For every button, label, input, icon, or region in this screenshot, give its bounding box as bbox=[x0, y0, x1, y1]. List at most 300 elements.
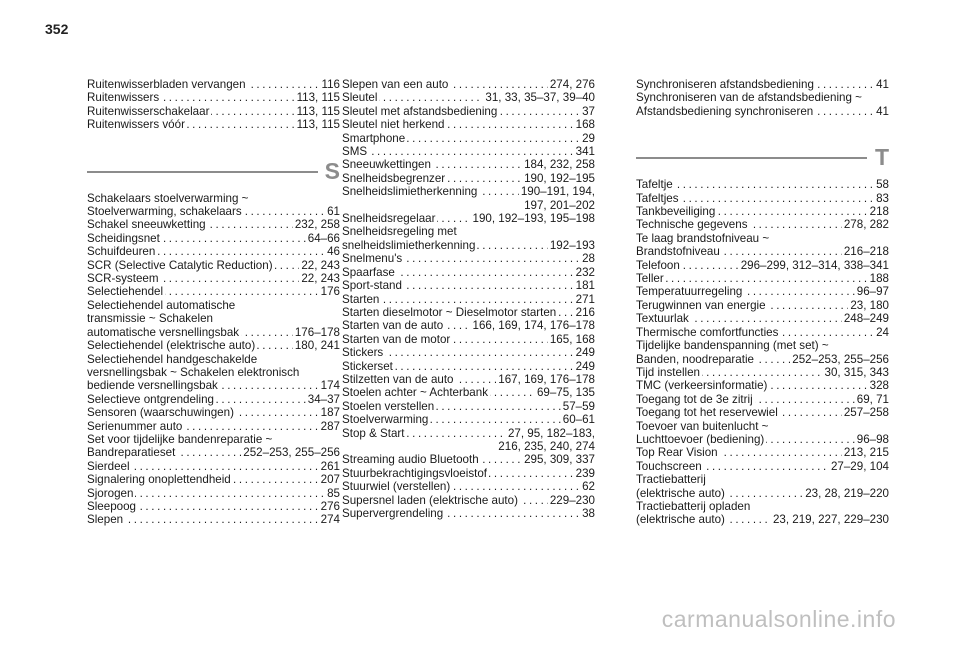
index-entry bbox=[87, 339, 340, 352]
entry-term: Sjorogen bbox=[87, 486, 134, 500]
entry-pages: 274 bbox=[320, 513, 340, 527]
entry-term: Sensoren (waarschuwingen) bbox=[87, 406, 234, 420]
entry-text-line: Tractiebatterij opladen bbox=[636, 499, 751, 513]
entry-pages: 174 bbox=[320, 379, 340, 393]
entry-pages: 113, 115 bbox=[296, 104, 340, 118]
entry-term: Sleutel niet herkend bbox=[342, 118, 445, 132]
entry-leader-line bbox=[342, 480, 595, 493]
entry-term: Tafeltjes bbox=[636, 191, 679, 205]
index-entry bbox=[87, 513, 340, 526]
index-entry bbox=[342, 293, 595, 306]
entry-term: SMS bbox=[342, 145, 368, 159]
entry-term: Supervergrendeling bbox=[342, 507, 444, 520]
entry-pages: 64–66 bbox=[307, 231, 340, 245]
page-number: 352 bbox=[45, 21, 69, 37]
index-entry bbox=[87, 353, 340, 393]
watermark: carmanualsonline.info bbox=[661, 606, 896, 632]
entry-leader-line bbox=[87, 285, 340, 298]
entry-pages-continued: 197, 201–202 bbox=[524, 198, 595, 212]
entry-term: Stoelverwarming bbox=[342, 413, 429, 427]
entry-leader-line bbox=[87, 446, 340, 459]
index-entry bbox=[636, 272, 889, 285]
entry-leader-line bbox=[342, 306, 595, 319]
index-entry bbox=[87, 232, 340, 245]
entry-pages: 271 bbox=[575, 292, 595, 306]
entry-text-line: Synchroniseren van de afstandsbediening ~ bbox=[636, 91, 862, 105]
entry-leader-line bbox=[342, 172, 595, 185]
index-entry bbox=[87, 299, 340, 339]
entry-leader-line bbox=[342, 266, 595, 279]
entry-pages: 232, 258 bbox=[294, 218, 340, 232]
entry-term: Bandreparatieset bbox=[87, 446, 176, 460]
index-entry bbox=[342, 105, 595, 118]
index-entry bbox=[636, 446, 889, 459]
entry-leader-line bbox=[342, 453, 595, 466]
entry-term: Ruitenwissers vóór bbox=[87, 118, 185, 132]
entry-pages: 57–59 bbox=[562, 399, 595, 413]
entry-pages: 58 bbox=[876, 178, 889, 192]
entry-leader-line bbox=[636, 178, 889, 191]
index-entry bbox=[342, 494, 595, 507]
entry-term: Supersnel laden (elektrische auto) bbox=[342, 493, 518, 507]
entry-leader-line bbox=[342, 319, 595, 332]
entry-pages: 31, 33, 35–37, 39–40 bbox=[485, 91, 595, 105]
entry-term: Ruitenwisserschakelaar bbox=[87, 104, 210, 118]
entry-pages: 166, 169, 174, 176–178 bbox=[472, 319, 595, 333]
entry-term: Tafeltje bbox=[636, 178, 673, 192]
entry-pages: 113, 115 bbox=[296, 118, 340, 132]
entry-leader-line bbox=[342, 105, 595, 118]
index-entry bbox=[342, 346, 595, 359]
index-entry bbox=[636, 178, 889, 191]
entry-pages: 46 bbox=[327, 245, 340, 259]
entry-pages: 116 bbox=[321, 78, 340, 91]
entry-term: Ruitenwisserbladen vervangen bbox=[87, 78, 246, 91]
entry-text-line: Selectiehendel automatische bbox=[87, 298, 236, 312]
index-entry bbox=[342, 212, 595, 225]
entry-term: Toegang tot de 3e zitrij bbox=[636, 392, 753, 406]
section-header-s bbox=[87, 156, 340, 186]
entry-leader-line bbox=[342, 91, 595, 104]
entry-term: Starten bbox=[342, 292, 380, 306]
entry-leader-line bbox=[342, 293, 595, 306]
entry-leader-line bbox=[342, 427, 595, 440]
entry-leader-line bbox=[342, 132, 595, 145]
entry-pages: 176 bbox=[320, 285, 340, 299]
entry-pages: 249 bbox=[575, 346, 595, 360]
entry-pages: 69–75, 135 bbox=[536, 386, 595, 400]
entry-pages: 96–97 bbox=[856, 285, 889, 299]
entry-term: Schakel sneeuwketting bbox=[87, 218, 206, 232]
entry-leader-line bbox=[342, 494, 595, 507]
entry-term: Teller bbox=[636, 272, 664, 286]
entry-leader-line bbox=[87, 91, 340, 104]
entry-text-line: Tijdelijke bandenspanning (met set) ~ bbox=[636, 339, 829, 353]
entry-pages: 37 bbox=[582, 104, 595, 118]
entry-text-line: Toevoer van buitenlucht ~ bbox=[636, 419, 769, 433]
entry-pages: 188 bbox=[869, 272, 889, 286]
entry-pages-continued: 216, 235, 240, 274 bbox=[498, 439, 595, 453]
index-entry bbox=[87, 285, 340, 298]
entry-term: Slepen van een auto bbox=[342, 78, 449, 91]
entry-pages: 218 bbox=[869, 205, 889, 219]
index-entry bbox=[636, 192, 889, 205]
index-entry bbox=[342, 319, 595, 332]
entry-term: Banden, noodreparatie bbox=[636, 352, 754, 366]
entry-leader-line bbox=[342, 346, 595, 359]
entry-leader-line bbox=[87, 339, 340, 352]
index-entry bbox=[342, 360, 595, 373]
index-entry bbox=[342, 172, 595, 185]
entry-leader-line bbox=[87, 487, 340, 500]
index-entry bbox=[636, 91, 889, 118]
entry-term: Technische gegevens bbox=[636, 218, 748, 232]
entry-leader-line bbox=[342, 360, 595, 373]
entry-term: snelheidslimietherkenning bbox=[342, 238, 476, 252]
entry-term: Brandstofniveau bbox=[636, 245, 720, 259]
entry-term: Sleutel met afstandsbediening bbox=[342, 104, 498, 118]
entry-leader-line bbox=[87, 379, 340, 392]
entry-term: Afstandsbediening synchroniseren bbox=[636, 104, 814, 118]
entry-leader-line bbox=[636, 205, 889, 218]
entry-term: Serienummer auto bbox=[87, 419, 183, 433]
entry-term: Slepen bbox=[87, 513, 124, 527]
entry-term: Starten dieselmotor ~ Dieselmotor starten bbox=[342, 305, 557, 319]
entry-term: Stoelverwarming, schakelaars bbox=[87, 205, 242, 219]
index-entry bbox=[636, 393, 889, 406]
entry-term: automatische versnellingsbak bbox=[87, 325, 240, 339]
entry-leader-line bbox=[342, 239, 595, 252]
entry-leader-line bbox=[636, 218, 889, 231]
index-entry bbox=[87, 259, 340, 272]
entry-term: Stuurwiel (verstellen) bbox=[342, 480, 451, 494]
section-letter: T bbox=[874, 144, 889, 171]
entry-leader-line bbox=[342, 373, 595, 386]
entry-term: Smartphone bbox=[342, 131, 406, 145]
entry-pages: 41 bbox=[876, 104, 889, 118]
entry-pages: 248–249 bbox=[843, 312, 889, 326]
entry-text-line: Set voor tijdelijke bandenreparatie ~ bbox=[87, 432, 273, 446]
entry-leader-line bbox=[342, 279, 595, 292]
index-entry bbox=[342, 480, 595, 493]
entry-leader-line bbox=[636, 78, 889, 91]
entry-pages: 23, 219, 227, 229–230 bbox=[772, 513, 889, 527]
index-entry bbox=[342, 225, 595, 252]
entry-pages: 239 bbox=[575, 466, 595, 480]
entry-term: Telefoon bbox=[636, 258, 680, 272]
entry-leader-line bbox=[636, 312, 889, 325]
entry-pages: 168 bbox=[575, 118, 595, 132]
entry-leader-line bbox=[342, 413, 595, 426]
entry-term: SCR (Selective Catalytic Reduction) bbox=[87, 258, 273, 272]
entry-text-line: versnellingsbak ~ Schakelen elektronisch bbox=[87, 365, 300, 379]
index-entry bbox=[87, 460, 340, 473]
entry-leader-line bbox=[636, 366, 889, 379]
index-entry bbox=[636, 285, 889, 298]
entry-leader-line bbox=[342, 386, 595, 399]
entry-leader-line bbox=[636, 433, 889, 446]
entry-leader-line bbox=[87, 259, 340, 272]
entry-term: Stoelen achter ~ Achterbank bbox=[342, 386, 488, 400]
section-header-t bbox=[636, 142, 889, 172]
entry-leader-line bbox=[636, 513, 889, 526]
entry-term: Stickers bbox=[342, 346, 384, 360]
index-entry bbox=[87, 245, 340, 258]
entry-pages: 207 bbox=[320, 473, 340, 487]
entry-pages: 61 bbox=[327, 205, 340, 219]
entry-term: Thermische comfortfuncties bbox=[636, 325, 779, 339]
entry-term: Luchttoevoer (bediening) bbox=[636, 432, 765, 446]
entry-text-line: Te laag brandstofniveau ~ bbox=[636, 231, 770, 245]
entry-pages: 28 bbox=[582, 252, 595, 266]
index-entry bbox=[87, 487, 340, 500]
entry-pages: 252–253, 255–256 bbox=[792, 352, 889, 366]
entry-leader-line bbox=[87, 460, 340, 473]
index-entry bbox=[342, 306, 595, 319]
entry-leader-line bbox=[636, 487, 889, 500]
index-entry bbox=[342, 386, 595, 399]
entry-term: Schuifdeuren bbox=[87, 245, 156, 259]
entry-term: Stoelen verstellen bbox=[342, 399, 435, 413]
entry-pages: 167, 169, 176–178 bbox=[498, 372, 595, 386]
entry-leader-line bbox=[87, 218, 340, 231]
entry-leader-line bbox=[636, 245, 889, 258]
index-entry bbox=[342, 252, 595, 265]
entry-text-line: Snelheidsregeling met bbox=[342, 225, 457, 239]
index-entry bbox=[636, 473, 889, 500]
index-entry bbox=[636, 406, 889, 419]
index-entry bbox=[342, 373, 595, 386]
entry-pages: 38 bbox=[582, 507, 595, 520]
entry-pages: 216–218 bbox=[843, 245, 889, 259]
index-column-3 bbox=[636, 78, 889, 527]
index-entry bbox=[636, 460, 889, 473]
index-entry bbox=[87, 393, 340, 406]
entry-term: Selectiehendel bbox=[87, 285, 164, 299]
entry-term: Starten van de motor bbox=[342, 332, 451, 346]
index-entry bbox=[342, 400, 595, 413]
index-entry bbox=[87, 406, 340, 419]
entry-pages: 296–299, 312–314, 338–341 bbox=[740, 258, 889, 272]
index-entry bbox=[636, 259, 889, 272]
index-entry bbox=[342, 453, 595, 466]
entry-leader-line bbox=[636, 259, 889, 272]
index-entry bbox=[87, 105, 340, 118]
index-entry bbox=[636, 299, 889, 312]
index-entry bbox=[636, 339, 889, 366]
entry-leader-line bbox=[636, 379, 889, 392]
entry-pages: 229–230 bbox=[549, 493, 595, 507]
entry-pages: 249 bbox=[575, 359, 595, 373]
index-entry bbox=[636, 78, 889, 91]
entry-term: Signalering onoplettendheid bbox=[87, 473, 231, 487]
entry-term: TMC (verkeersinformatie) bbox=[636, 379, 768, 393]
entry-pages: 190, 192–195 bbox=[524, 171, 595, 185]
entry-leader-line bbox=[87, 205, 340, 218]
entry-pages: 30, 315, 343 bbox=[824, 365, 889, 379]
entry-term: Stickerset bbox=[342, 359, 393, 373]
index-entry bbox=[87, 473, 340, 486]
entry-pages: 181 bbox=[575, 279, 595, 293]
entry-leader-line bbox=[87, 118, 340, 131]
entry-leader-line bbox=[87, 245, 340, 258]
entry-leader-line bbox=[636, 353, 889, 366]
entry-term: Stilzetten van de auto bbox=[342, 372, 454, 386]
entry-term: Tankbeveiliging bbox=[636, 205, 716, 219]
entry-pages: 184, 232, 258 bbox=[524, 158, 595, 172]
entry-pages: 328 bbox=[869, 379, 889, 393]
index-entry bbox=[87, 118, 340, 131]
section-divider bbox=[636, 157, 867, 159]
entry-term: Stuurbekrachtigingsvloeistof bbox=[342, 466, 488, 480]
entry-pages: 24 bbox=[876, 325, 889, 339]
entry-leader-line bbox=[87, 420, 340, 433]
index-column-2 bbox=[342, 78, 595, 520]
entry-pages: 192–193 bbox=[549, 238, 595, 252]
entry-leader-line bbox=[636, 285, 889, 298]
entry-text-line: Tractiebatterij bbox=[636, 473, 706, 487]
index-entry bbox=[636, 205, 889, 218]
entry-pages: 274, 276 bbox=[549, 78, 595, 91]
index-entry bbox=[342, 78, 595, 91]
index-entry bbox=[87, 218, 340, 231]
entry-term: bediende versnellingsbak bbox=[87, 379, 218, 393]
entry-pages: 113, 115 bbox=[296, 91, 340, 105]
entry-term: Temperatuurregeling bbox=[636, 285, 743, 299]
index-entry bbox=[87, 500, 340, 513]
entry-pages: 341 bbox=[575, 145, 595, 159]
entry-leader-line bbox=[342, 185, 595, 198]
index-entry bbox=[636, 326, 889, 339]
entry-term: Toegang tot het reservewiel bbox=[636, 406, 778, 420]
index-entry bbox=[342, 158, 595, 171]
entry-term: Snelheidsbegrenzer bbox=[342, 171, 446, 185]
index-entry bbox=[636, 379, 889, 392]
entry-leader-line bbox=[636, 446, 889, 459]
index-entry bbox=[636, 420, 889, 447]
entry-pages: 60–61 bbox=[562, 413, 595, 427]
entry-term: SCR-systeem bbox=[87, 272, 159, 286]
entry-leader-line bbox=[87, 513, 340, 526]
entry-pages: 165, 168 bbox=[549, 332, 595, 346]
entry-pages: 85 bbox=[327, 486, 340, 500]
entry-pages: 34–37 bbox=[307, 392, 340, 406]
entry-text-line: transmissie ~ Schakelen bbox=[87, 312, 213, 326]
index-entry bbox=[342, 467, 595, 480]
index-entry bbox=[342, 427, 595, 454]
index-entry bbox=[636, 366, 889, 379]
entry-term: Sneeuwkettingen bbox=[342, 158, 431, 172]
entry-term: Synchroniseren afstandsbediening bbox=[636, 78, 814, 91]
entry-pages: 287 bbox=[320, 419, 340, 433]
entry-term: Streaming audio Bluetooth bbox=[342, 453, 479, 467]
index-entry bbox=[87, 78, 340, 91]
entry-pages: 232 bbox=[575, 265, 595, 279]
entry-leader-line bbox=[636, 406, 889, 419]
entry-leader-line bbox=[342, 118, 595, 131]
index-entry bbox=[87, 420, 340, 433]
entry-term: Touchscreen bbox=[636, 459, 702, 473]
entry-pages: 180, 241 bbox=[294, 339, 340, 353]
entry-term: Scheidingsnet bbox=[87, 231, 160, 245]
entry-leader-line bbox=[636, 272, 889, 285]
index-entry bbox=[636, 500, 889, 527]
entry-pages: 23, 180 bbox=[850, 298, 889, 312]
entry-leader-line bbox=[342, 212, 595, 225]
index-entry bbox=[342, 132, 595, 145]
entry-leader-line bbox=[87, 406, 340, 419]
entry-leader-line bbox=[342, 158, 595, 171]
index-entry bbox=[87, 192, 340, 219]
entry-pages: 295, 309, 337 bbox=[524, 453, 595, 467]
entry-leader-line bbox=[342, 400, 595, 413]
entry-pages: 276 bbox=[320, 499, 340, 513]
entry-term: (elektrische auto) bbox=[636, 513, 725, 527]
entry-text-line: Selectiehendel handgeschakelde bbox=[87, 352, 258, 366]
entry-text-line: Schakelaars stoelverwarming ~ bbox=[87, 191, 249, 205]
entry-pages: 216 bbox=[575, 305, 595, 319]
entry-pages: 176–178 bbox=[294, 325, 340, 339]
entry-pages: 257–258 bbox=[843, 406, 889, 420]
entry-leader-line bbox=[342, 333, 595, 346]
entry-term: Ruitenwissers bbox=[87, 91, 160, 105]
index-entry bbox=[87, 433, 340, 460]
index-entry bbox=[342, 185, 595, 212]
entry-pages: 41 bbox=[876, 78, 889, 91]
index-entry bbox=[342, 279, 595, 292]
entry-leader-line bbox=[87, 393, 340, 406]
entry-leader-line bbox=[87, 473, 340, 486]
entry-term: Sleutel bbox=[342, 91, 378, 105]
entry-leader-line bbox=[87, 78, 340, 91]
entry-term: Snelheidsregelaar bbox=[342, 212, 436, 226]
entry-term: Tijd instellen bbox=[636, 365, 701, 379]
entry-pages: 278, 282 bbox=[843, 218, 889, 232]
entry-term: Sleepoog bbox=[87, 499, 136, 513]
entry-pages: 261 bbox=[320, 459, 340, 473]
index-entry bbox=[342, 118, 595, 131]
index-entry bbox=[636, 312, 889, 325]
entry-pages: 22, 243 bbox=[301, 272, 340, 286]
entry-term: Sport-stand bbox=[342, 279, 402, 293]
entry-pages: 190, 192–193, 195–198 bbox=[472, 212, 595, 226]
index-entry bbox=[342, 333, 595, 346]
entry-leader-line bbox=[87, 232, 340, 245]
entry-leader-line bbox=[636, 326, 889, 339]
index-entry bbox=[342, 145, 595, 158]
entry-leader-line bbox=[636, 460, 889, 473]
entry-term: Textuurlak bbox=[636, 312, 689, 326]
entry-term: Snelmenu's bbox=[342, 252, 403, 266]
entry-pages: 62 bbox=[582, 480, 595, 494]
entry-pages: 23, 28, 219–220 bbox=[805, 486, 889, 500]
entry-leader-line bbox=[342, 145, 595, 158]
entry-pages: 27–29, 104 bbox=[830, 459, 889, 473]
entry-leader-line bbox=[636, 393, 889, 406]
entry-leader-line bbox=[342, 78, 595, 91]
entry-pages: 27, 95, 182–183, bbox=[507, 426, 595, 440]
entry-term: Starten van de auto bbox=[342, 319, 444, 333]
entry-leader-line bbox=[87, 272, 340, 285]
entry-leader-line bbox=[87, 500, 340, 513]
index-entry bbox=[342, 91, 595, 104]
entry-pages: 83 bbox=[876, 191, 889, 205]
entry-leader-line bbox=[342, 507, 595, 520]
entry-term: Selectieve ontgrendeling bbox=[87, 392, 214, 406]
index-entry bbox=[87, 91, 340, 104]
entry-pages: 22, 243 bbox=[301, 258, 340, 272]
entry-leader-line bbox=[87, 326, 340, 339]
